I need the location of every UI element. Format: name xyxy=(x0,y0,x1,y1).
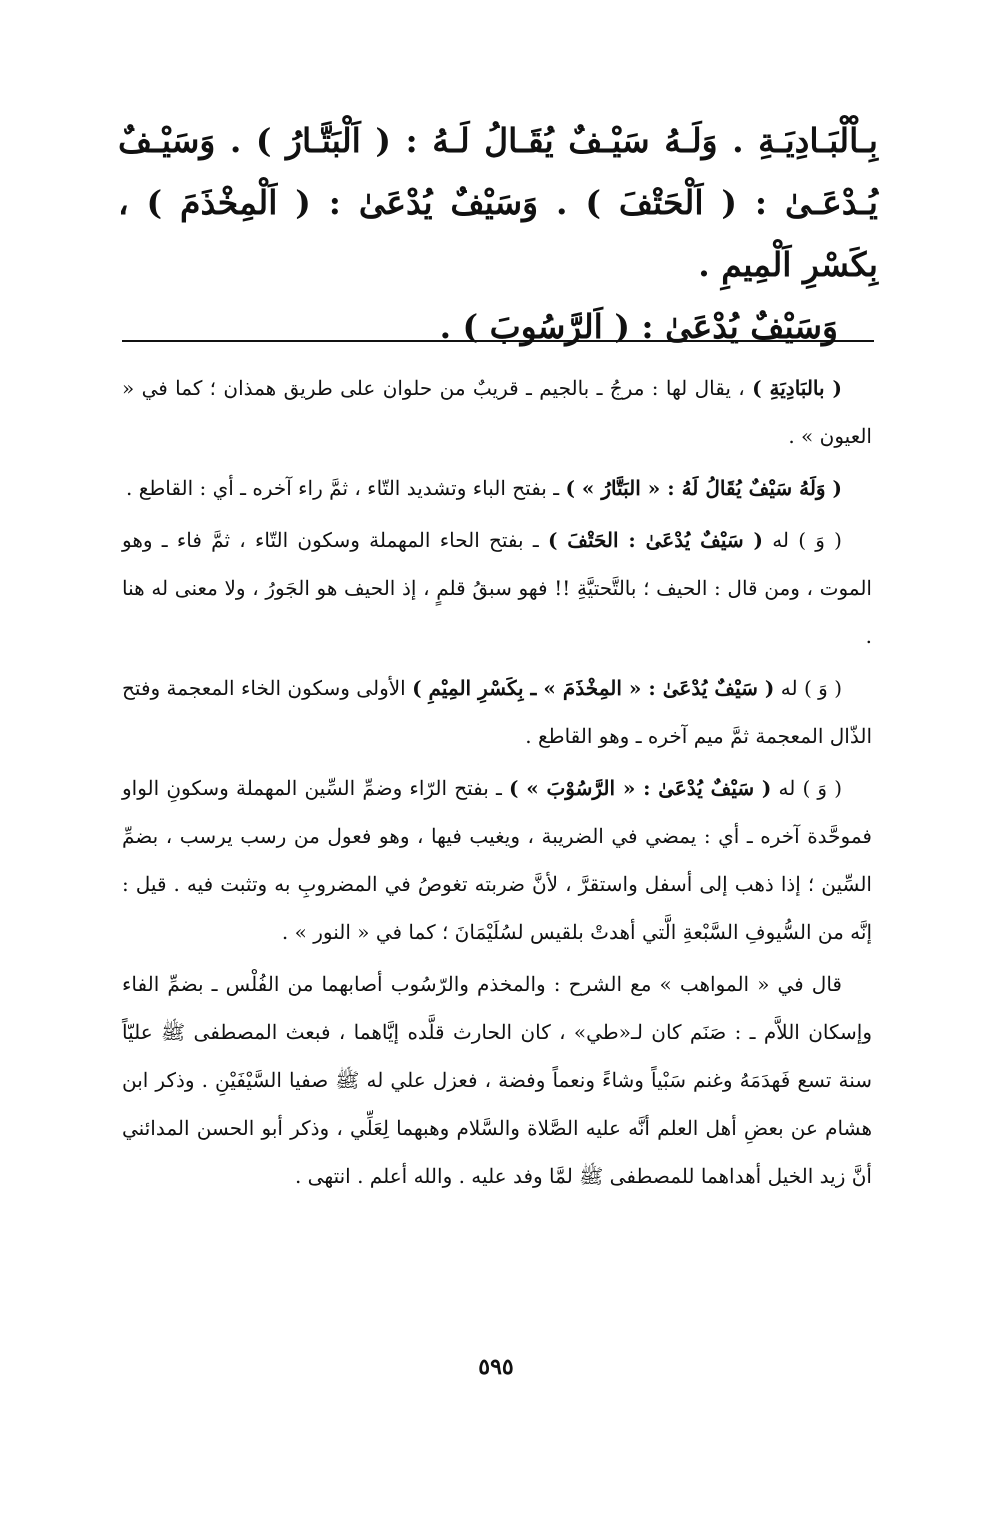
main-text-last-line: وَسَيْفٌ يُدْعَىٰ : ( اَلرَّسُوبَ ) . xyxy=(439,307,838,346)
note-term: ( سَيْفٌ يُدْعَىٰ : « الرَّسُوْبَ » ) xyxy=(509,776,772,800)
page-number: ٥٩٥ xyxy=(478,1354,514,1380)
note-battar xyxy=(122,464,872,512)
note-term: ( وَلَهُ سَيْفٌ يُقَالُ لَهُ : « البَتَّارُ » ) xyxy=(565,476,842,500)
main-text-block xyxy=(118,110,878,358)
note-hatf xyxy=(122,516,872,660)
note-badiya xyxy=(122,364,872,460)
note-prefix: ( وَ ) له xyxy=(771,776,842,800)
note-prefix: ( وَ ) له xyxy=(774,676,842,700)
note-text: الأولى وسكون الخاء المعجمة وفتح الذّال المعجمة ثمَّ ميم آخره ـ وهو القاطع . xyxy=(122,676,872,748)
note-prefix: ( وَ ) له xyxy=(762,528,842,552)
note-term: ( سَيْفٌ يُدْعَىٰ : الحَتْفَ ) xyxy=(547,528,763,552)
note-text: ـ بفتح الباء وتشديد التّاء ، ثمَّ راء آخره ـ أي : القاطع . xyxy=(125,476,566,500)
note-text: ـ بفتح الحاء المهملة وسكون التّاء ، ثمَّ فاء ـ وهو الموت ، ومن قال : الحيف ؛ بالتَّحتيَّةِ !! فهو سبقُ قلمٍ ، إذ الحيف هو الجَورُ ، ولا معنى له هنا . xyxy=(122,528,872,648)
note-term: ( بالبَادِيَةِ ) xyxy=(752,376,842,400)
main-text-paragraph: بِـاْلْبَـادِيَـةِ . وَلَـهُ سَيْـفٌ يُقَـالُ لَـهُ : ( اَلْبَتَّـارُ ) . وَسَيْـفٌ يُـدْعَـىٰ : ( اَلْحَتْفَ ) . وَسَيْفٌ يُدْعَىٰ : ( اَلْمِخْذَمَ ) ، بِكَسْرِ اَلْمِيمِ . xyxy=(118,121,878,284)
note-text: ـ بفتح الرّاء وضمِّ السِّين المهملة وسكونِ الواو فموحَّدة آخره ـ أي : يمضي في الضريبة ، ويغيب فيها ، وهو فعول من رسب يرسب ، بضمِّ السِّين ؛ إذا ذهب إلى أسفل واستقرَّ ، لأنَّ ضربته تغوصُ في المضروبِ به وتثبت فيه . قيل : إنَّه من السُّيوفِ السَّبْعةِ الَّتي أهدتْ بلقيس لسُلَيْمَانَ ؛ كما في « النور » . xyxy=(122,776,872,944)
note-mawahib-quote: قال في « المواهب » مع الشرح : والمخذم والرّسُوب أصابهما من الفُلْس ـ بضمِّ الفاء وإسكان اللاَّم ـ : صَنَم كان لـ«طي» ، كان الحارث قلَّده إيَّاهما ، فبعث المصطفى ﷺ عليّاً سنة تسع فَهدَمَهُ وغنم سَبْياً وشاءً ونعماً وفضة ، فعزل علي له ﷺ صفيا السَّيْفَيْنِ . وذكر ابن هشام عن بعضِ أهل العلم أنَّه عليه الصَّلاة والسَّلام وهبهما لِعَلِّي ، وذكر أبو الحسن المدائني أنَّ زيد الخيل أهداهما للمصطفى ﷺ لمَّا وفد عليه . والله أعلم . انتهى . xyxy=(122,972,872,1188)
note-mikhdham xyxy=(122,664,872,760)
note-rasub xyxy=(122,764,872,956)
footnote-divider xyxy=(122,340,874,342)
note-text: ، يقال لها : مرجُ ـ بالجيم ـ قريبٌ من حلوان على طريق همذان ؛ كما في « العيون » . xyxy=(122,376,872,448)
note-term: ( سَيْفٌ يُدْعَىٰ : « المِخْذَمَ » ـ بِكَسْرِ المِيْمِ ) xyxy=(412,676,775,700)
commentary-notes xyxy=(122,364,872,1204)
